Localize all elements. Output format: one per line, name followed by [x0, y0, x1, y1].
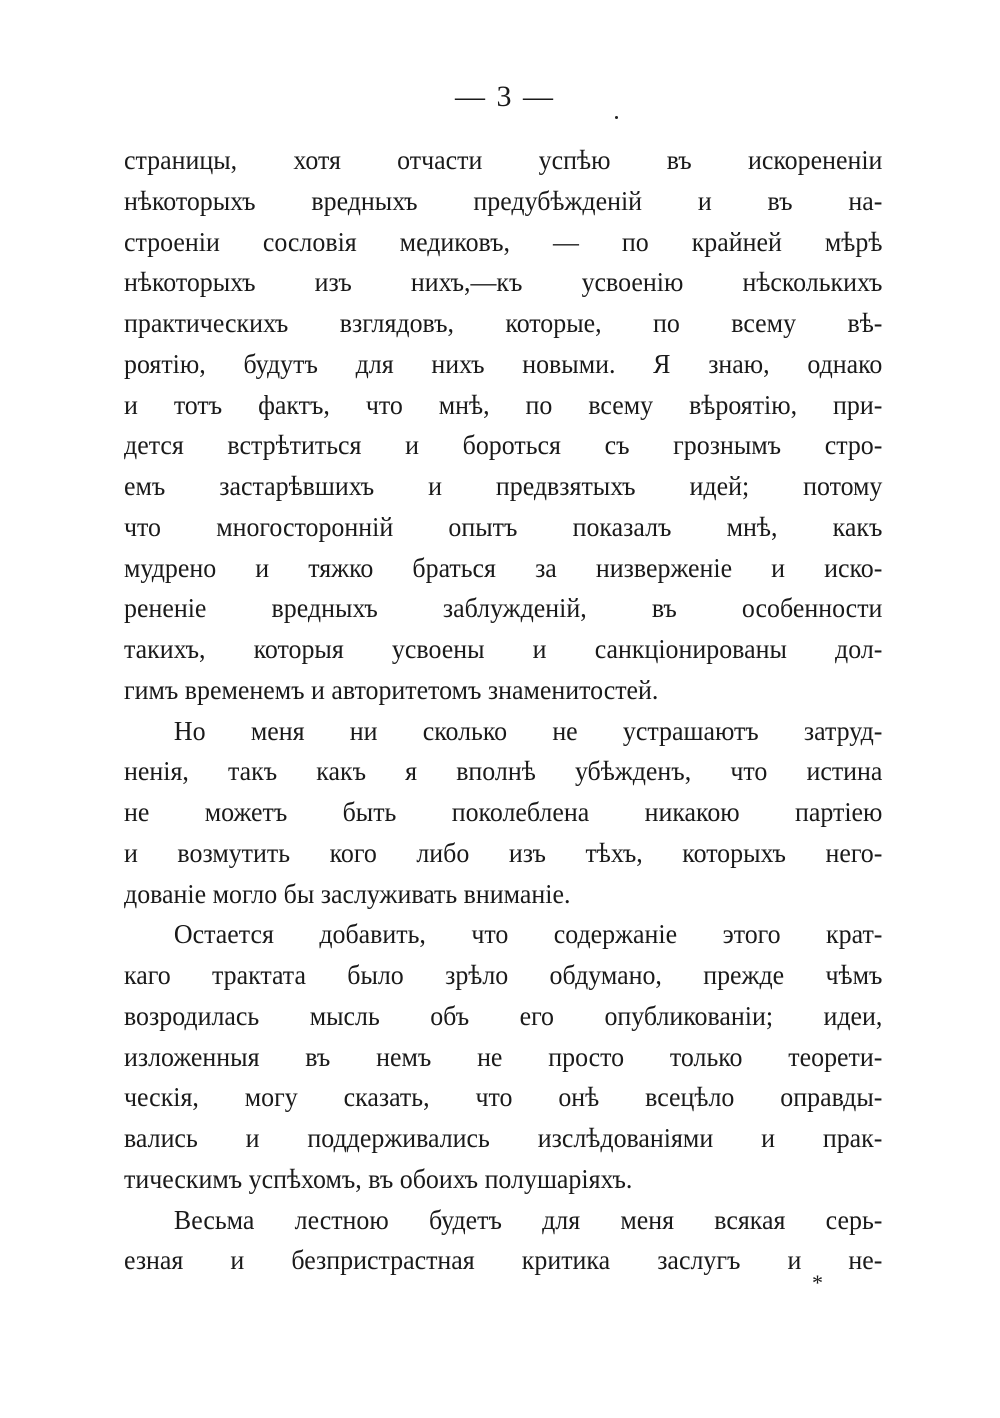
paragraph: [124, 914, 882, 1199]
text-line: дется встрѣтиться и бороться съ грознымъ стро-: [124, 430, 883, 461]
text-line: и возмутить кого либо изъ тѣхъ, которыхъ него-: [124, 837, 883, 868]
text-line: страницы, хотя отчасти успѣю въ искорененіи: [124, 145, 883, 175]
text-line: тическимъ успѣхомъ, въ обоихъ полушаріяхъ.: [124, 1163, 633, 1194]
scan-speck: [615, 116, 618, 119]
text-line: каго трактата было зрѣло обдумано, прежде чѣмъ: [124, 960, 883, 990]
text-line: строеніи сословія медиковъ, — по крайней мѣрѣ: [124, 226, 883, 257]
text-line: вались и поддерживались изслѣдованіями и прак-: [124, 1123, 883, 1153]
text-line: рененіе вредныхъ заблужденій, въ особенности: [124, 593, 883, 624]
signature-mark: *: [812, 1270, 823, 1295]
text-line: нѣкоторыхъ вредныхъ предубѣжденій и въ на-: [124, 185, 883, 216]
text-line: такихъ, которыя усвоены и санкціонированы дол-: [124, 634, 883, 664]
text-line: нѣкоторыхъ изъ нихъ,—къ усвоенію нѣсколькихъ: [124, 267, 883, 298]
text-line: мудрено и тяжко браться за низверженіе и иско-: [124, 552, 883, 583]
text-line: Весьма лестною будетъ для меня всякая серь-: [173, 1204, 883, 1235]
text-line: Но меня ни сколько не устрашаютъ затруд-: [173, 715, 883, 746]
text-line: ческія, могу сказать, что онѣ всецѣло оправды-: [124, 1082, 883, 1113]
body-text: [124, 140, 882, 1281]
text-line: дованіе могло бы заслуживать вниманіе.: [124, 878, 571, 909]
paragraph: [124, 711, 882, 915]
text-line: емъ застарѣвшихъ и предвзятыхъ идей; потому: [124, 471, 883, 501]
text-line: не можетъ быть поколеблена никакою партіею: [124, 797, 883, 827]
text-line: практическихъ взглядовъ, которые, по всему вѣ-: [124, 308, 883, 338]
text-line: роятію, будутъ для нихъ новыми. Я знаю, однако: [124, 348, 883, 379]
text-line: изложенныя въ немъ не просто только теорети-: [124, 1041, 883, 1072]
text-line: что многосторонній опытъ показалъ мнѣ, какъ: [124, 511, 883, 542]
text-line: гимъ временемъ и авторитетомъ знаменитостей.: [124, 674, 659, 705]
text-line: и тотъ фактъ, что мнѣ, по всему вѣроятію, при-: [124, 389, 883, 420]
page-number: — 3 —: [455, 80, 555, 113]
text-line: возродилась мысль объ его опубликованіи; идеи,: [124, 1000, 883, 1031]
text-line: ненія, такъ какъ я вполнѣ убѣжденъ, что истина: [124, 756, 883, 787]
text-line: езная и безпристрастная критика заслугъ и не-: [124, 1245, 883, 1276]
paragraph: [124, 140, 882, 711]
paragraph: [124, 1200, 882, 1282]
text-line: Остается добавить, что содержаніе этого крат-: [173, 919, 883, 950]
